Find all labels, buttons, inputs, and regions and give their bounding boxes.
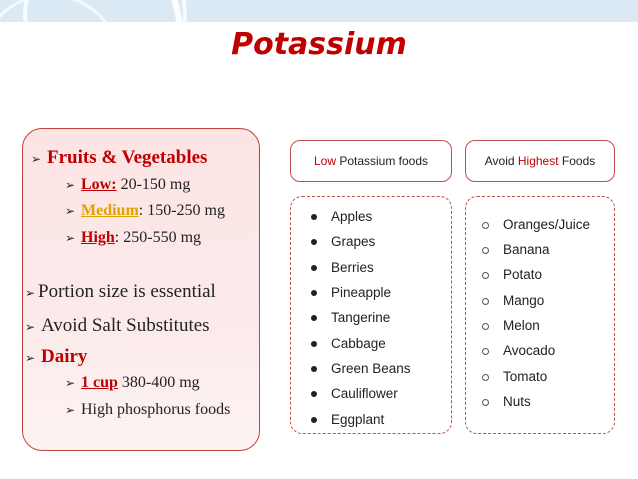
phosphorus-item	[65, 401, 230, 419]
fruits-vegetables-label: Fruits & Vegetables	[47, 147, 208, 168]
medium-label: Medium	[81, 202, 139, 219]
list-item: Oranges/Juice	[482, 217, 590, 232]
list-item: Apples	[311, 209, 372, 224]
arrow-bullet-icon: ➢	[65, 204, 76, 218]
bullet-icon	[311, 265, 317, 271]
bullet-icon	[311, 214, 317, 220]
list-item: Cabbage	[311, 336, 386, 351]
avoid-foods-list	[465, 196, 615, 434]
low-foods-list	[290, 196, 452, 434]
cup-label: 1 cup	[81, 374, 118, 391]
avoid-header-highlight: Highest	[517, 154, 559, 168]
low-header-rest: Potassium foods	[335, 154, 429, 168]
high-range-item	[65, 229, 201, 247]
bullet-icon	[482, 348, 489, 355]
high-label: High	[81, 229, 115, 246]
bullet-icon	[482, 247, 489, 254]
list-item: Tomato	[482, 369, 547, 384]
bullet-icon	[311, 391, 317, 397]
arrow-bullet-icon: ➢	[65, 403, 76, 417]
low-label: Low:	[81, 176, 117, 193]
phosphorus-label: High phosphorus foods	[81, 401, 231, 418]
medium-range-item	[65, 202, 225, 220]
high-value: : 250-550 mg	[114, 229, 202, 246]
page-title: Potassium	[231, 27, 407, 62]
bullet-icon	[482, 323, 489, 330]
arrow-bullet-icon: ➢	[65, 376, 76, 390]
bullet-icon	[311, 315, 317, 321]
portion-item	[25, 281, 216, 303]
cup-value: 380-400 mg	[117, 374, 200, 391]
bullet-icon	[311, 290, 317, 296]
arrow-bullet-icon: ➢	[65, 231, 76, 245]
list-item: Pineapple	[311, 285, 391, 300]
bullet-icon	[311, 239, 317, 245]
low-range-item	[65, 176, 190, 194]
bullet-icon	[482, 399, 489, 406]
bullet-icon	[482, 374, 489, 381]
list-item: Eggplant	[311, 412, 384, 427]
bullet-icon	[311, 366, 317, 372]
arrow-bullet-icon: ➢	[65, 178, 76, 192]
fruits-vegetables-item	[31, 147, 207, 169]
list-item: Melon	[482, 318, 540, 333]
list-item: Grapes	[311, 234, 375, 249]
arrow-bullet-icon: ➢	[25, 286, 36, 300]
bullet-icon	[482, 222, 489, 229]
portion-label: Portion size is essential	[38, 281, 216, 302]
avoid-header-rest: Foods	[558, 154, 596, 168]
arrow-bullet-icon: ➢	[25, 320, 36, 334]
low-potassium-header	[290, 140, 452, 182]
list-item: Tangerine	[311, 310, 390, 325]
dairy-item	[25, 346, 87, 368]
bullet-icon	[311, 341, 317, 347]
avoid-foods-header	[465, 140, 615, 182]
list-item: Berries	[311, 260, 374, 275]
bullet-icon	[482, 298, 489, 305]
list-item: Nuts	[482, 394, 531, 409]
bullet-icon	[482, 272, 489, 279]
list-item: Banana	[482, 242, 550, 257]
list-item: Green Beans	[311, 361, 411, 376]
list-item: Avocado	[482, 343, 555, 358]
avoid-salt-label: Avoid Salt Substitutes	[41, 315, 210, 336]
dairy-label: Dairy	[41, 346, 88, 367]
low-value: 20-150 mg	[116, 176, 191, 193]
avoid-salt-item	[25, 315, 210, 337]
list-item: Potato	[482, 267, 542, 282]
low-header-highlight: Low	[313, 154, 336, 168]
potassium-guidelines-box	[22, 128, 260, 451]
arrow-bullet-icon: ➢	[25, 351, 36, 365]
avoid-header-lead: Avoid	[484, 154, 518, 168]
medium-value: : 150-250 mg	[138, 202, 225, 219]
cup-item	[65, 374, 200, 392]
list-item: Cauliflower	[311, 386, 398, 401]
arrow-bullet-icon: ➢	[31, 152, 42, 166]
list-item: Mango	[482, 293, 544, 308]
bullet-icon	[311, 417, 317, 423]
